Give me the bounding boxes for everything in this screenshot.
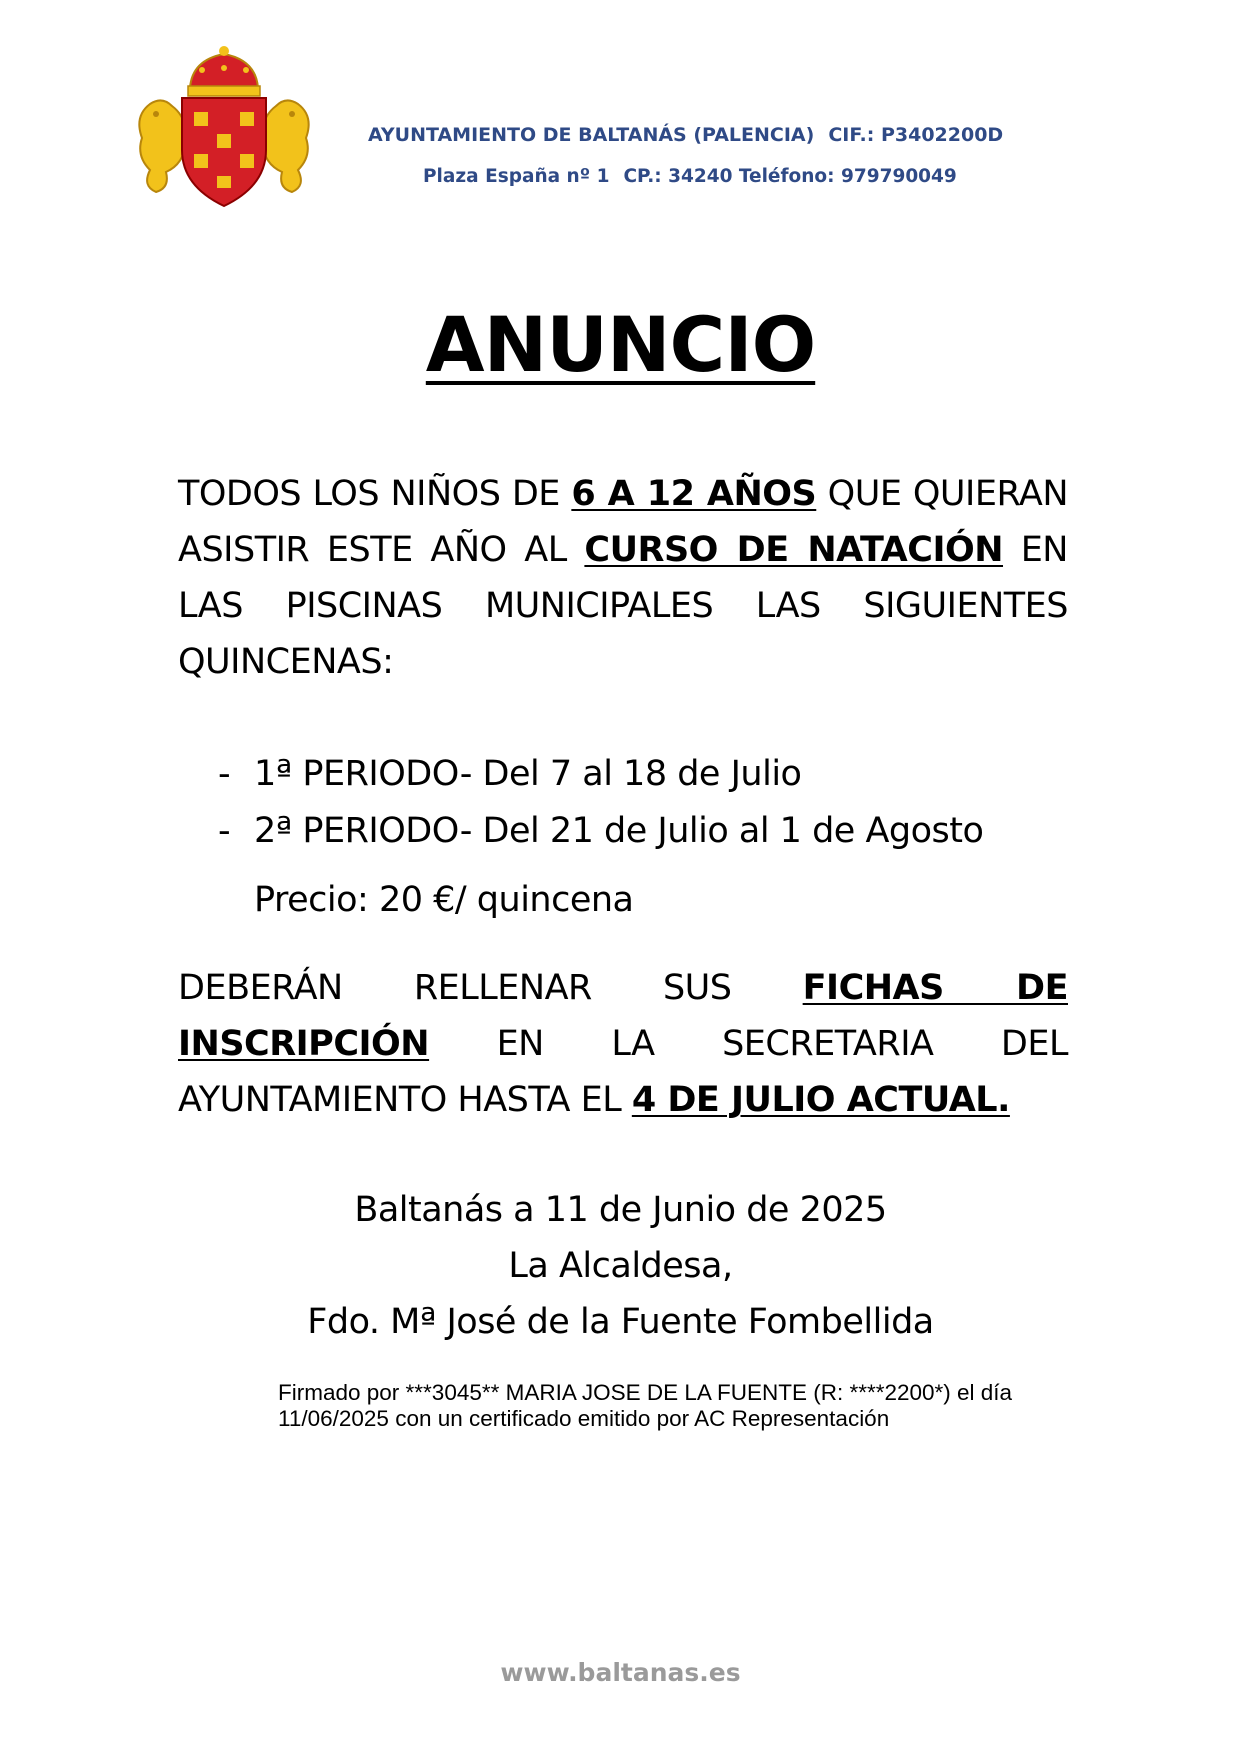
registration-text-2: EN LA SECRETARIA DEL AYUNTAMIENTO HASTA EL bbox=[178, 1024, 1068, 1120]
registration-text-1: DEBERÁN RELLENAR SUS bbox=[178, 968, 803, 1008]
header-contact: CP.: 34240 Teléfono: 979790049 bbox=[623, 166, 957, 187]
registration-paragraph bbox=[178, 960, 1068, 1128]
registration-forms: FICHAS DE INSCRIPCIÓN bbox=[178, 968, 1068, 1064]
header-organization bbox=[368, 124, 1003, 146]
price-line: Precio: 20 €/ quincena bbox=[254, 880, 634, 920]
header-org-name: AYUNTAMIENTO DE BALTANÁS (PALENCIA) bbox=[368, 124, 815, 146]
intro-paragraph bbox=[178, 466, 1068, 690]
intro-course-name: CURSO DE NATACIÓN bbox=[584, 530, 1004, 570]
registration-deadline: 4 DE JULIO ACTUAL. bbox=[631, 1080, 1010, 1120]
intro-text-1: TODOS LOS NIÑOS DE bbox=[178, 474, 572, 514]
period-list bbox=[214, 746, 983, 860]
header-cif: CIF.: P3402200D bbox=[828, 124, 1004, 146]
header-address: Plaza España nº 1 bbox=[423, 166, 610, 187]
digital-signature-note: Firmado por ***3045** MARIA JOSE DE LA FUENTE (R: ****2200*) el día 11/06/2025 con un certificado emitido por AC Representación bbox=[278, 1380, 1013, 1431]
signer-role: La Alcaldesa, bbox=[508, 1246, 733, 1286]
header-contact-line bbox=[423, 166, 957, 187]
signer-name: Fdo. Mª José de la Fuente Fombellida bbox=[307, 1302, 934, 1342]
title-text: ANUNCIO bbox=[425, 300, 816, 389]
footer-website: www.baltanas.es bbox=[500, 1658, 741, 1687]
place-date: Baltanás a 11 de Junio de 2025 bbox=[354, 1190, 887, 1230]
intro-text-3: EN LAS PISCINAS MUNICIPALES LAS SIGUIENTES QUINCENAS: bbox=[178, 530, 1068, 682]
coat-of-arms-logo bbox=[132, 46, 316, 210]
period-item: - 2ª PERIODO- Del 21 de Julio al 1 de Agosto bbox=[214, 803, 983, 860]
intro-text-2: QUE QUIERAN ASISTIR ESTE AÑO AL bbox=[178, 474, 1069, 570]
announcement-title bbox=[0, 300, 1241, 389]
period-item: - 1ª PERIODO- Del 7 al 18 de Julio bbox=[214, 746, 983, 803]
intro-age-range: 6 A 12 AÑOS bbox=[571, 474, 817, 514]
